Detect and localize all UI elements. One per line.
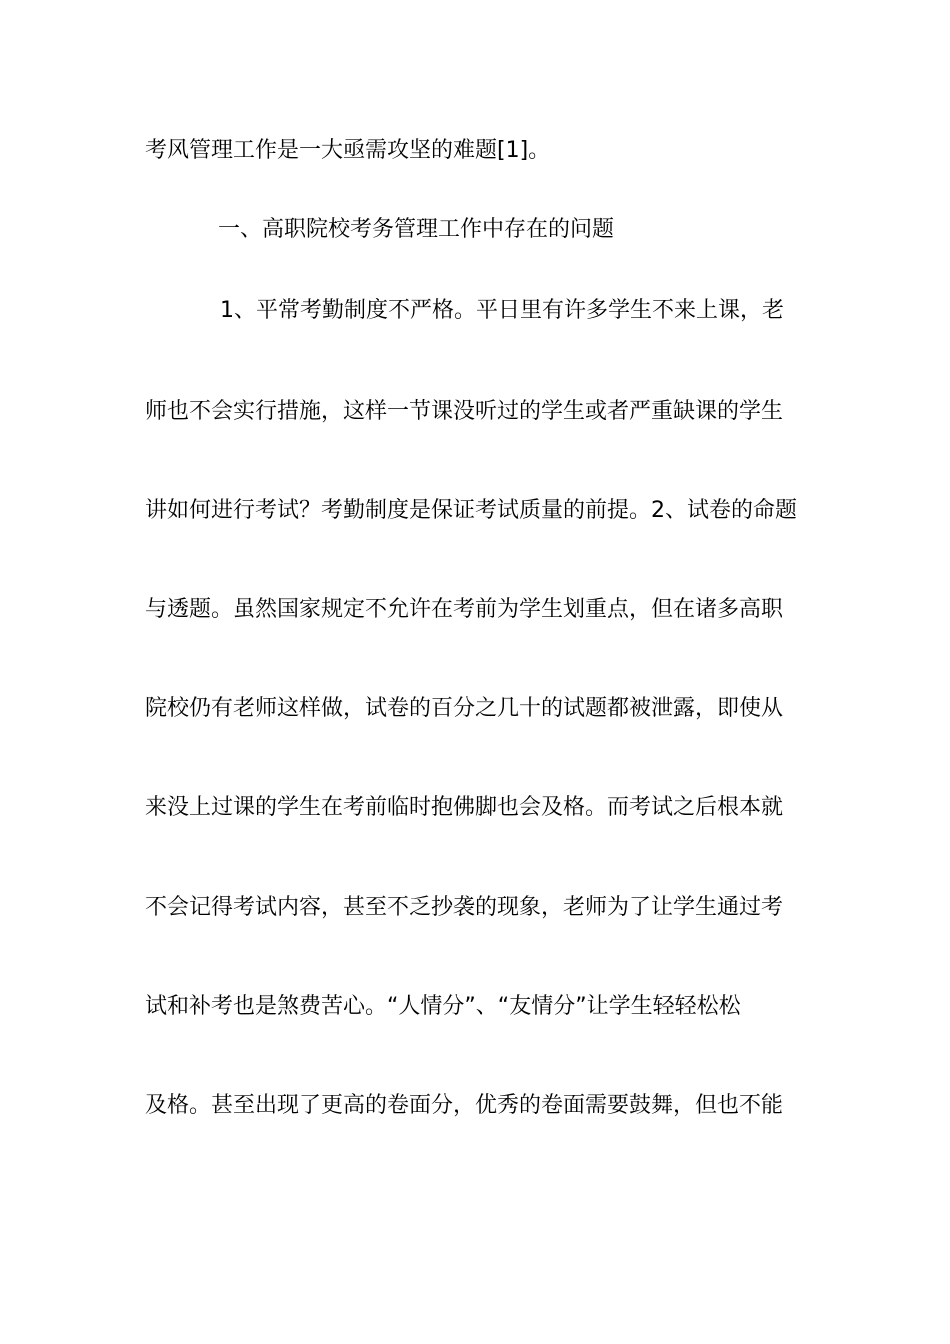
- text-line-6: 与透题。虽然国家规定不允许在考前为学生划重点，但在诸多高职: [145, 597, 784, 622]
- text-line-4: 师也不会实行措施，这样一节课没听过的学生或者严重缺课的学生: [145, 399, 784, 424]
- section-heading: 一、高职院校考务管理工作中存在的问题: [218, 217, 615, 242]
- text-line-11: 及格。甚至出现了更高的卷面分，优秀的卷面需要鼓舞，但也不能: [145, 1093, 784, 1118]
- text-line-5: 讲如何进行考试？考勤制度是保证考试质量的前提。2、试卷的命题: [145, 498, 797, 523]
- text-line-7: 院校仍有老师这样做，试卷的百分之几十的试题都被泄露，即使从: [145, 696, 784, 721]
- text-line-9: 不会记得考试内容，甚至不乏抄袭的现象，老师为了让学生通过考: [145, 895, 784, 920]
- text-line-1: 考风管理工作是一大亟需攻坚的难题[1]。: [145, 138, 551, 163]
- text-line-8: 来没上过课的学生在考前临时抱佛脚也会及格。而考试之后根本就: [145, 795, 784, 820]
- text-line-3: 1、平常考勤制度不严格。平日里有许多学生不来上课，老: [220, 298, 784, 323]
- text-line-10: 试和补考也是煞费苦心。“人情分”、“友情分”让学生轻轻松松: [145, 994, 741, 1019]
